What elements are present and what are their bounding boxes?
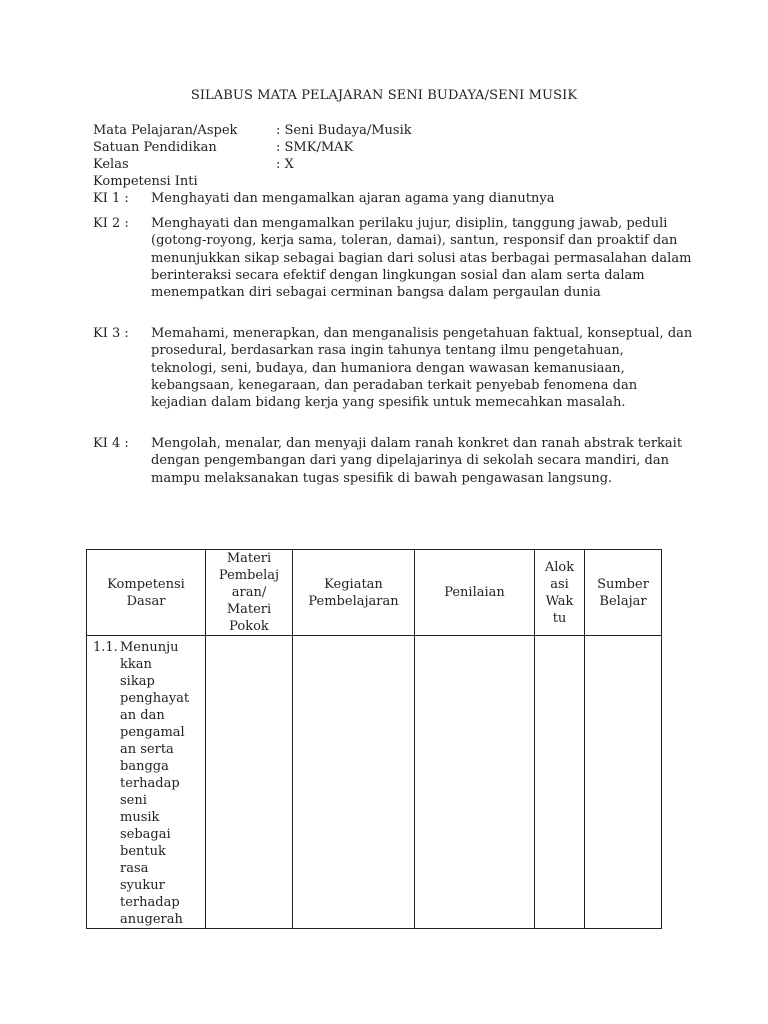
ki-3-code: KI 3 : <box>93 326 129 341</box>
cell-kompetensi-dasar <box>87 636 206 929</box>
ki-1-code: KI 1 : <box>93 191 129 206</box>
meta-school-unit <box>93 139 353 156</box>
cell-kegiatan <box>293 636 415 929</box>
syllabus-table <box>86 549 662 929</box>
meta-subject-label: Mata Pelajaran/Aspek <box>93 123 238 138</box>
ki-1 <box>93 190 693 207</box>
ki-3-text: Memahami, menerapkan, dan menganalisis pengetahuan faktual, konseptual, dan prosedural, berdasarkan rasa ingin tahunya tentang ilmu pengetahuan, teknologi, seni, budaya, dan humaniora dengan wawasan kemanusiaan, kebangsaan, kenegaraan, dan peradaban terkait penyebab fenomena dan kejadian dalam bidang kerja yang spesifik untuk memecahkan masalah. <box>151 326 693 411</box>
cell-sumber-belajar <box>585 636 662 929</box>
ki-4-text: Mengolah, menalar, dan menyaji dalam ranah konkret dan ranah abstrak terkait dengan pengembangan dari yang dipelajarinya di sekolah secara mandiri, dan mampu melaksanakan tugas spesifik di bawah pengawasan langsung. <box>151 436 683 486</box>
header-materi: Materi Pembelaj aran/ Materi Pokok <box>206 550 293 636</box>
cell-alokasi-waktu <box>535 636 585 929</box>
header-kompetensi-dasar: Kompetensi Dasar <box>87 550 206 636</box>
meta-subject <box>93 122 412 139</box>
ki-2-code: KI 2 : <box>93 216 129 231</box>
header-sumber-belajar: Sumber Belajar <box>585 550 662 636</box>
ki-4-code: KI 4 : <box>93 436 129 451</box>
meta-class-label: Kelas <box>93 157 129 172</box>
meta-school-unit-value: : SMK/MAK <box>276 140 354 155</box>
table-row <box>87 636 662 929</box>
kd-number: 1.1. <box>93 640 118 655</box>
ki-1-text: Menghayati dan mengamalkan ajaran agama yang dianutnya <box>151 191 555 206</box>
meta-class <box>93 156 294 173</box>
header-kegiatan: Kegiatan Pembelajaran <box>293 550 415 636</box>
ki-2-text: Menghayati dan mengamalkan perilaku jujur, disiplin, tanggung jawab, peduli (gotong-royong, kerja sama, toleran, damai), santun, responsif dan proaktif dan menunjukkan sikap sebagai bagian dari solusi atas berbagai permasalahan dalam berinteraksi secara efektif dengan lingkungan sosial dan alam serta dalam menempatkan diri sebagai cerminan bangsa dalam pergaulan dunia <box>151 216 692 301</box>
ki-3 <box>93 325 693 411</box>
cell-materi <box>206 636 293 929</box>
ki-2 <box>93 215 693 301</box>
meta-subject-value: : Seni Budaya/Musik <box>276 123 412 138</box>
table-header-row <box>87 550 662 636</box>
meta-school-unit-label: Satuan Pendidikan <box>93 140 217 155</box>
page-title: SILABUS MATA PELAJARAN SENI BUDAYA/SENI MUSIK <box>190 88 578 103</box>
cell-penilaian <box>415 636 535 929</box>
header-alokasi-waktu: Alok asi Wak tu <box>535 550 585 636</box>
header-penilaian: Penilaian <box>415 550 535 636</box>
kompetensi-inti-heading: Kompetensi Inti <box>93 174 198 189</box>
kd-text: Menunju kkan sikap penghayat an dan pengamal an serta bangga terhadap seni musik sebagai bentuk rasa syukur terhadap anugerah <box>120 640 190 927</box>
ki-4 <box>93 435 693 487</box>
meta-class-value: : X <box>276 157 294 172</box>
